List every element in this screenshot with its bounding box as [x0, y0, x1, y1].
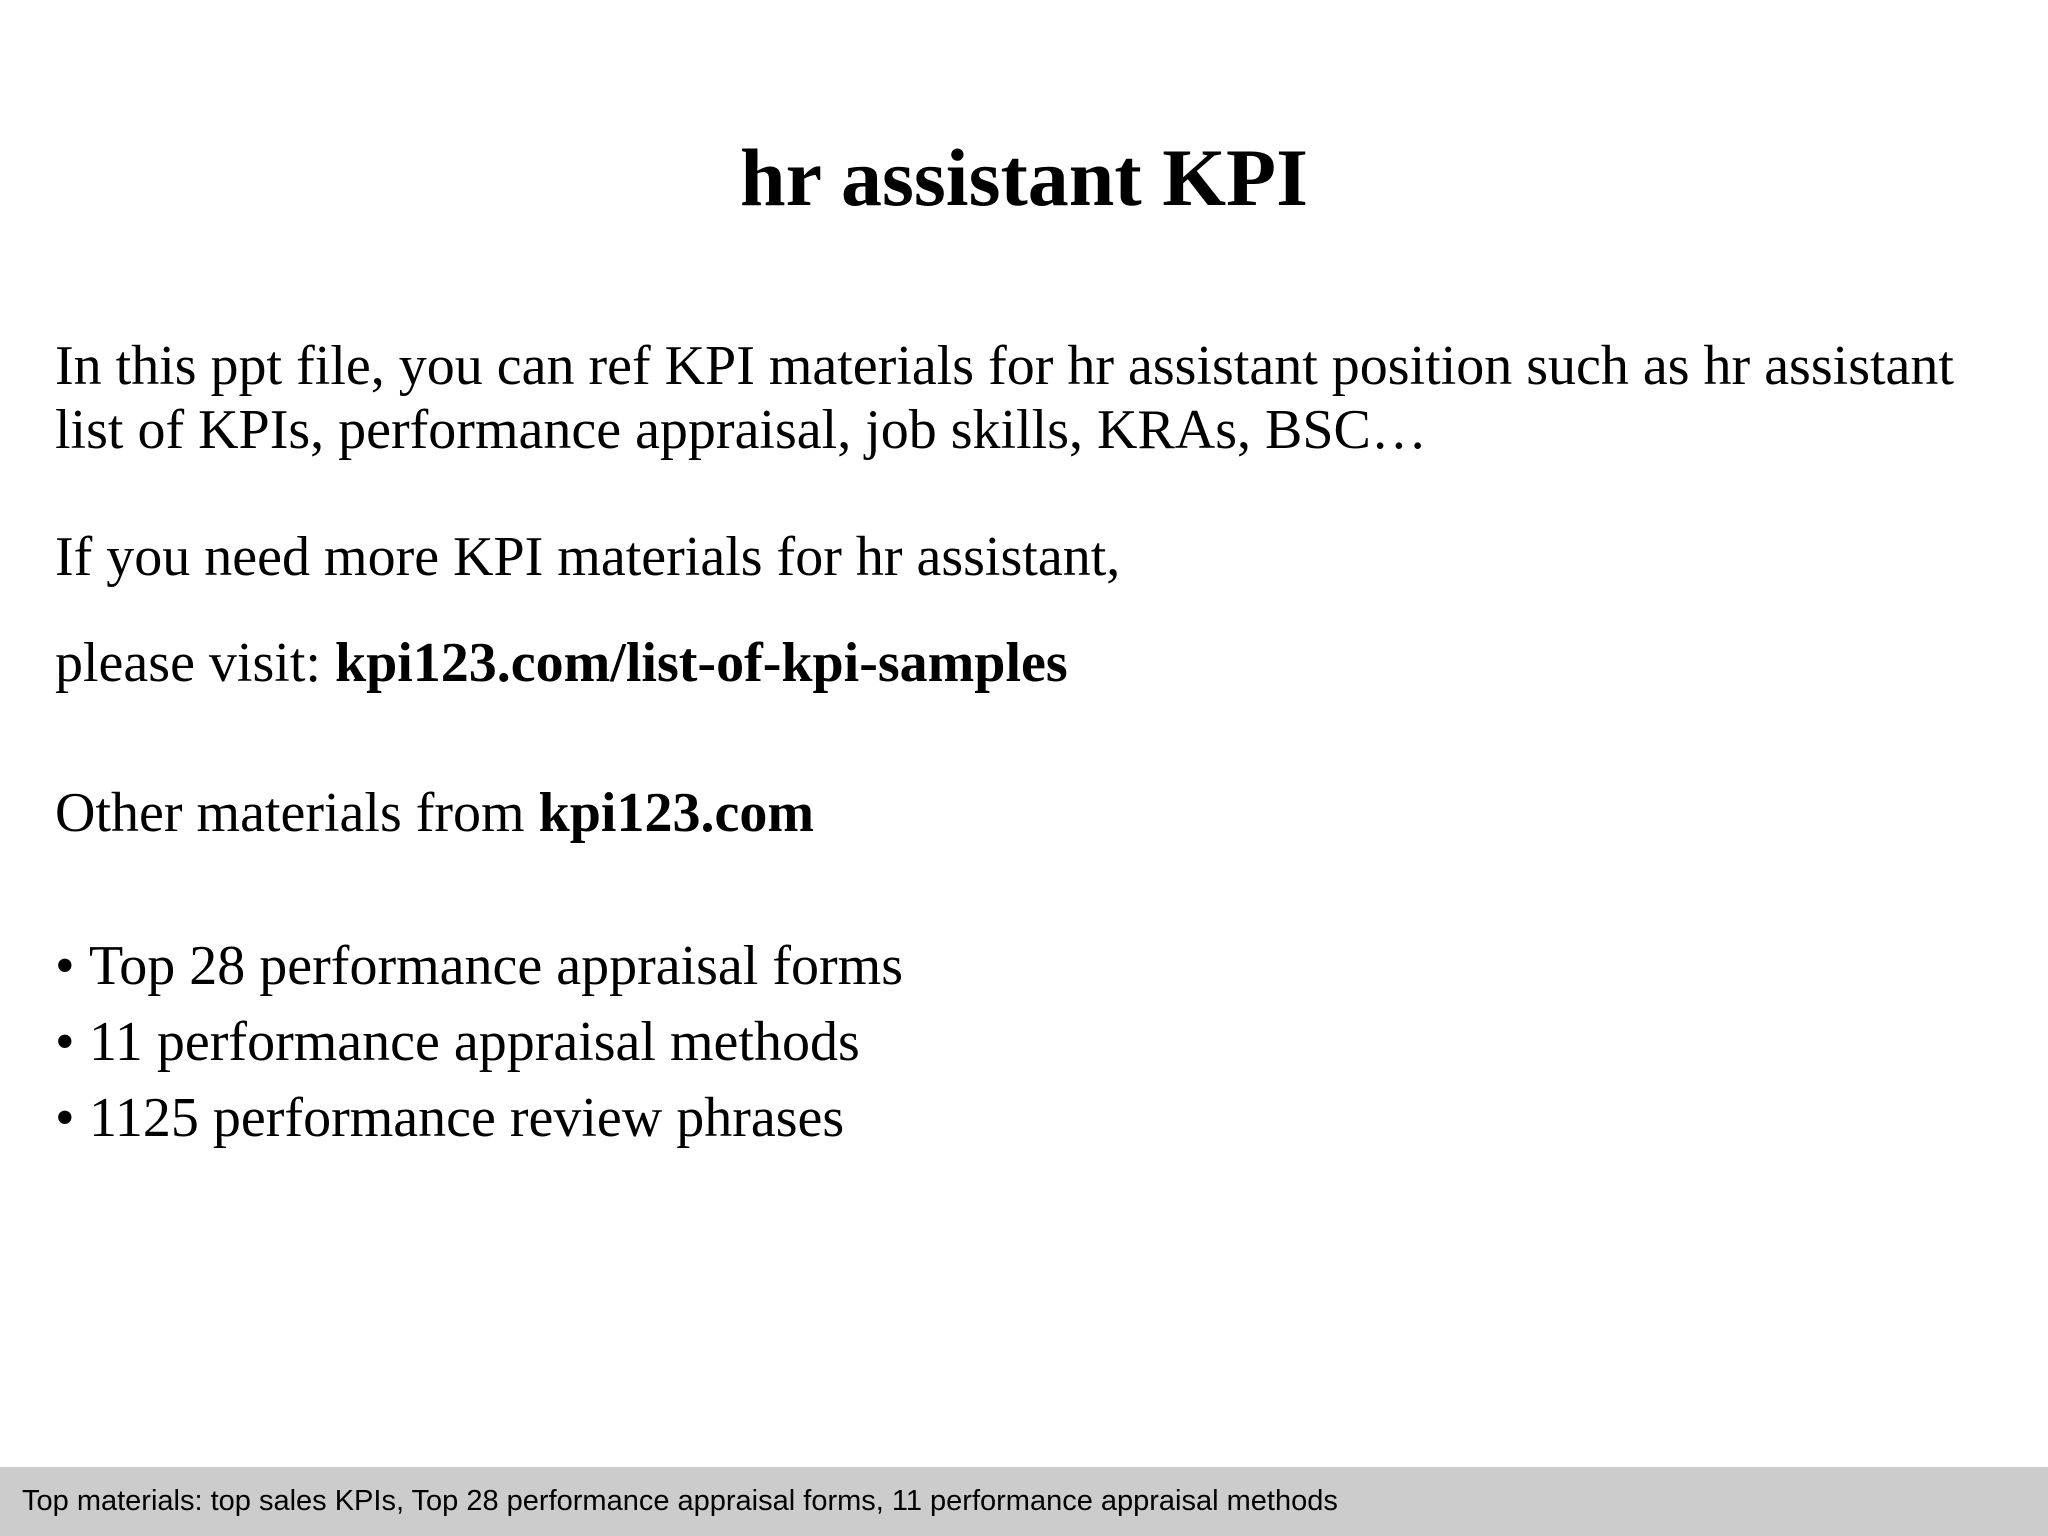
list-item-label: 11 performance appraisal methods [89, 1011, 860, 1073]
other-prefix: Other materials from [55, 782, 539, 844]
bullet-icon: • [55, 1011, 75, 1073]
list-item-label: 1125 performance review phrases [89, 1087, 845, 1149]
bullet-icon: • [55, 935, 75, 997]
slide-title: hr assistant KPI [739, 132, 1309, 223]
bullet-icon: • [55, 1087, 75, 1149]
more-materials-text: If you need more KPI materials for hr assistant, [55, 526, 1121, 588]
visit-prefix: please visit: [55, 632, 335, 694]
list-item [55, 1080, 903, 1156]
intro-paragraph: In this ppt file, you can ref KPI materials for hr assistant position such as hr assistant list of KPIs, performance appraisal, job skills, KRAs, BSC… [55, 335, 1954, 461]
kpi-samples-link[interactable]: kpi123.com/list-of-kpi-samples [334, 632, 1068, 694]
other-materials-line [55, 778, 814, 848]
list-item [55, 928, 903, 1004]
footer-bar: Top materials: top sales KPIs, Top 28 performance appraisal forms, 11 performance appraisal methods [0, 1467, 2048, 1536]
materials-list [55, 928, 903, 1156]
list-item-label: Top 28 performance appraisal forms [89, 935, 903, 997]
kpi123-link[interactable]: kpi123.com [538, 782, 814, 844]
list-item [55, 1004, 903, 1080]
visit-line [55, 628, 1068, 698]
